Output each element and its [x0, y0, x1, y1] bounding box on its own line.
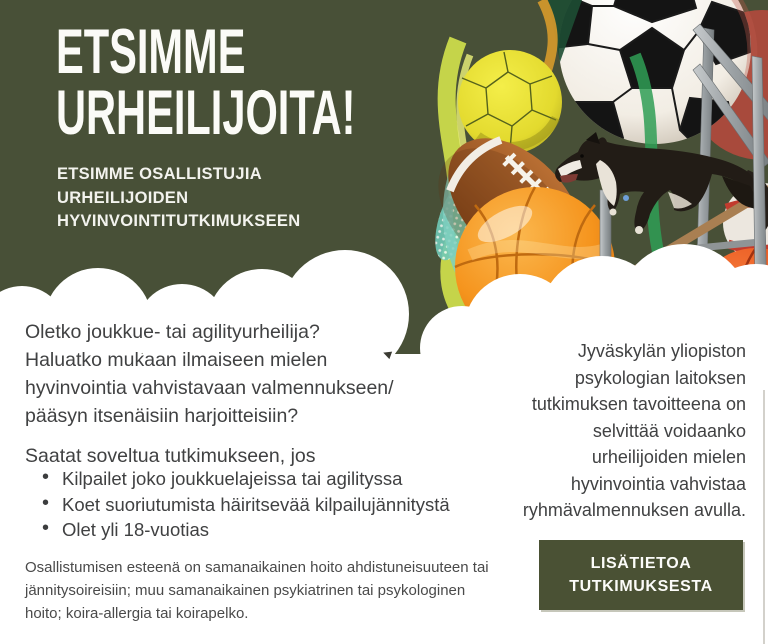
about-line: hyvinvointia vahvistaa	[570, 473, 746, 494]
intro-line: Haluatko mukaan ilmaiseen mielen	[25, 349, 328, 371]
about-study	[523, 338, 746, 524]
about-line: tutkimuksen tavoitteena on	[531, 394, 746, 414]
subtitle-line: ETSIMME OSALLISTUJIA	[57, 165, 262, 183]
cta-button[interactable]	[539, 540, 743, 610]
about-line: selvittää voidaanko	[592, 420, 746, 441]
about-line: psykologian laitoksen	[574, 367, 746, 388]
yellow-ball-icon	[458, 50, 562, 154]
criteria-item: • Olet yli 18-vuotias	[42, 517, 450, 543]
headline	[56, 17, 356, 148]
about-line: ryhmävalmennuksen avulla.	[522, 500, 746, 520]
exclusion-note	[25, 556, 489, 625]
about-line: Jyväskylän yliopiston	[577, 341, 746, 361]
criteria-item: • Koet suoriutumista häiritsevää kilpailujännitystä	[42, 492, 450, 518]
cta-label-line2: TUTKIMUKSESTA	[569, 578, 713, 595]
criteria-heading: Saatat soveltua tutkimukseen, jos	[25, 445, 316, 467]
criteria-list	[42, 466, 450, 543]
intro-line: pääsyn itsenäisiin harjoitteisiin?	[25, 405, 299, 427]
headline-line2: URHEILIJOITA!	[56, 78, 356, 148]
exclusion-line: Osallistumisen esteenä on samanaikainen hoito ahdistuneisuuteen tai	[25, 559, 489, 576]
criteria-item: • Kilpailet joko joukkuelajeissa tai agilityssa	[42, 466, 450, 492]
right-edge-line	[763, 390, 765, 644]
intro-line: hyvinvointia vahvistavaan valmennukseen/	[25, 377, 394, 399]
subtitle	[57, 163, 300, 234]
exclusion-line: hoito; koira-allergia tai koirapelko.	[25, 605, 249, 622]
exclusion-line: jännitysoireisiin; muu samanaikainen psykiatrinen tai psykologinen	[25, 582, 466, 599]
cta-label-line1: LISÄTIETOA	[590, 555, 692, 572]
intro-line: Oletko joukkue- tai agilityurheilija?	[25, 321, 320, 343]
subtitle-line: URHEILIJOIDEN	[57, 188, 189, 207]
intro-question	[25, 318, 394, 430]
about-line: urheilijoiden mielen	[591, 447, 746, 467]
headline-line1: ETSIMME	[56, 17, 246, 87]
subtitle-line: HYVINVOINTITUTKIMUKSEEN	[57, 212, 301, 230]
